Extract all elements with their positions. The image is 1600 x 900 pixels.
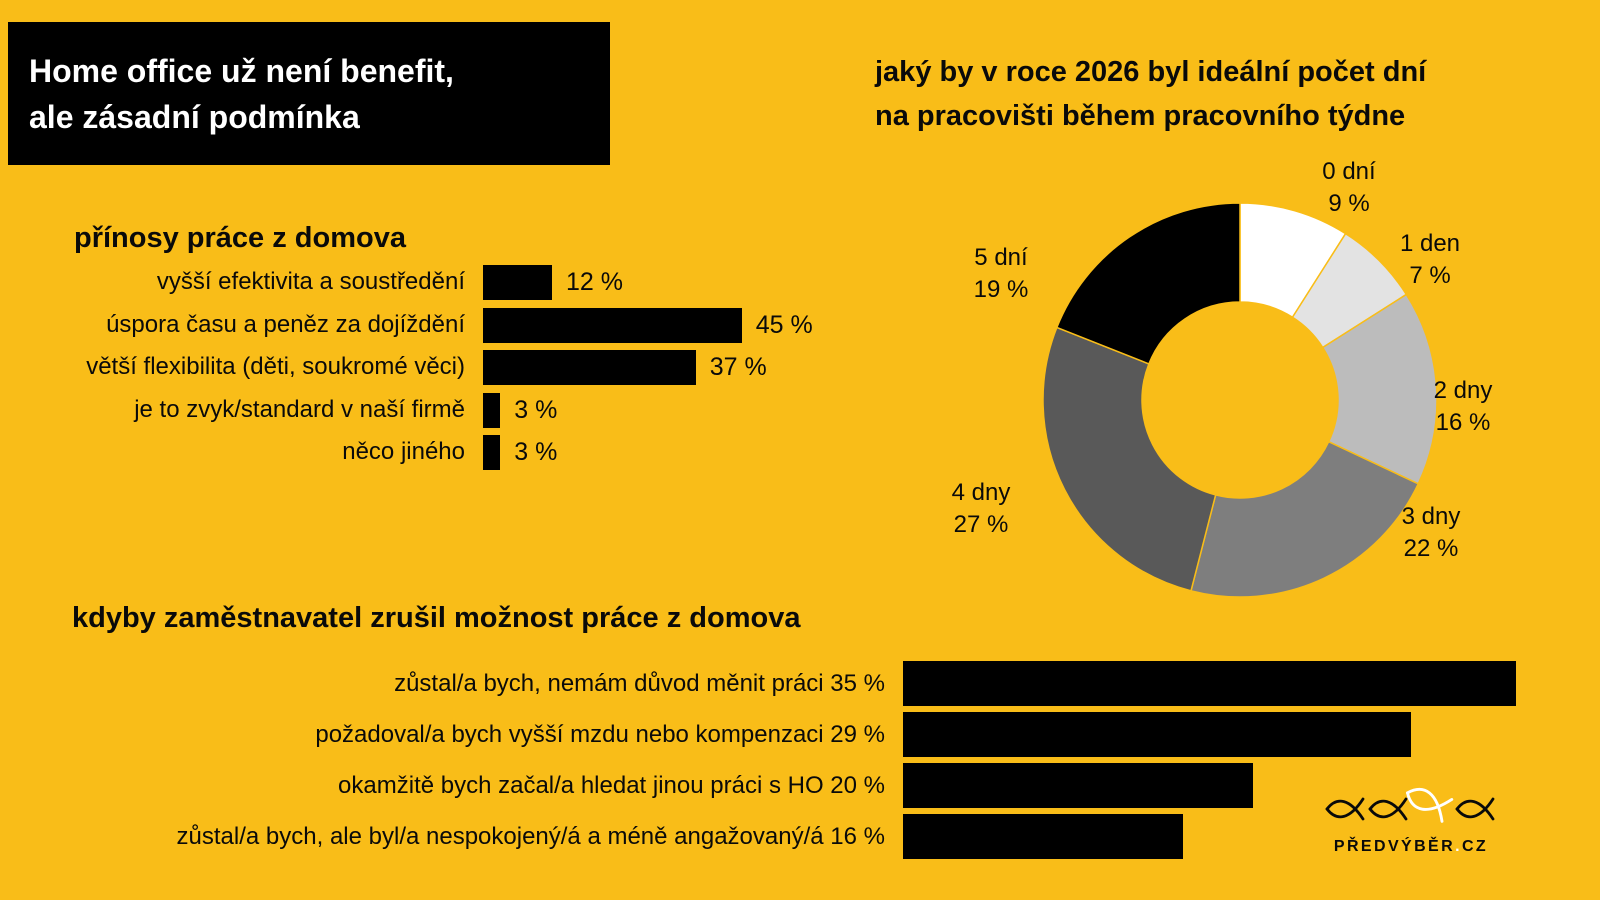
benefit-category-label: je to zvyk/standard v naší firmě bbox=[134, 395, 465, 423]
donut-label-text: 0 dní bbox=[1322, 158, 1376, 185]
benefit-row bbox=[60, 431, 920, 473]
donut-segment-label bbox=[931, 242, 1071, 306]
benefit-value-label: 45 % bbox=[755, 310, 813, 339]
donut-segment-label bbox=[911, 477, 1051, 541]
scenario-row bbox=[60, 709, 1550, 760]
benefit-row bbox=[60, 389, 920, 431]
main-title-line2: ale zásadní podmínka bbox=[29, 98, 360, 135]
scenario-category-label bbox=[0, 709, 885, 760]
donut-segment-label bbox=[1361, 501, 1501, 565]
benefit-value-label: 3 % bbox=[514, 395, 558, 424]
donut-chart bbox=[930, 150, 1550, 620]
donut-label-value: 19 % bbox=[973, 276, 1029, 303]
scenario-value-label: 20 % bbox=[830, 772, 885, 799]
benefit-bar bbox=[483, 308, 742, 343]
benefit-category-label: vyšší efektivita a soustředění bbox=[156, 268, 465, 295]
donut-label-text: 2 dny bbox=[1433, 377, 1493, 404]
benefit-bar bbox=[483, 393, 500, 428]
donut-title-line2: na pracovišti během pracovního týdne bbox=[875, 100, 1406, 132]
fish-icon bbox=[1457, 799, 1493, 819]
scenario-value-label: 29 % bbox=[830, 721, 885, 748]
donut-segment-label bbox=[1393, 375, 1533, 439]
benefit-value-label: 3 % bbox=[514, 438, 558, 466]
benefit-bar bbox=[483, 350, 696, 385]
scenario-chart-title: kdyby zaměstnavatel zrušil možnost práce z domova bbox=[72, 602, 801, 634]
donut-label-value: 22 % bbox=[1403, 535, 1459, 562]
donut-label-text: 5 dní bbox=[974, 244, 1028, 271]
scenario-bar bbox=[903, 661, 1516, 706]
brand-name-dot: . bbox=[1455, 838, 1462, 855]
scenario-category-label bbox=[0, 760, 885, 811]
benefit-bar bbox=[483, 265, 552, 300]
donut-chart-title bbox=[875, 50, 1426, 138]
benefits-chart-rows bbox=[60, 261, 920, 476]
donut-title-line1: jaký by v roce 2026 byl ideální počet dní bbox=[875, 56, 1427, 88]
benefit-bar bbox=[483, 435, 500, 470]
scenario-value-label: 35 % bbox=[830, 670, 885, 697]
donut-label-text: 1 den bbox=[1399, 230, 1461, 257]
donut-label-value: 9 % bbox=[1328, 190, 1370, 217]
scenario-category-text: požadoval/a bych vyšší mzdu nebo kompenzaci bbox=[315, 721, 824, 748]
scenario-category-label bbox=[0, 658, 885, 709]
brand-logo bbox=[1323, 786, 1499, 856]
fish-icon bbox=[1327, 799, 1363, 819]
main-title-line1: Home office už není benefit, bbox=[29, 52, 454, 89]
brand-name bbox=[1323, 838, 1499, 856]
donut-label-value: 16 % bbox=[1435, 409, 1491, 436]
scenario-bar bbox=[903, 763, 1253, 808]
scenario-bar bbox=[903, 814, 1183, 859]
benefits-chart-title: přínosy práce z domova bbox=[74, 222, 406, 254]
donut-segment-label bbox=[1360, 228, 1500, 292]
scenario-row bbox=[60, 658, 1550, 709]
brand-name-tld: CZ bbox=[1461, 838, 1489, 855]
main-title-box bbox=[8, 22, 610, 165]
scenario-value-label: 16 % bbox=[830, 823, 885, 850]
benefit-row bbox=[60, 304, 920, 346]
donut-label-value: 7 % bbox=[1409, 262, 1451, 289]
benefit-category-label: úspora času a peněz za dojíždění bbox=[106, 310, 465, 338]
scenario-category-text: okamžitě bych začal/a hledat jinou práci s HO bbox=[338, 772, 824, 799]
donut-segment-4-dny bbox=[1043, 327, 1216, 590]
fish-icon bbox=[1370, 799, 1406, 819]
donut-label-text: 3 dny bbox=[1401, 503, 1461, 530]
brand-name-main: PŘEDVÝBĚR bbox=[1333, 838, 1456, 855]
benefit-value-label: 37 % bbox=[709, 353, 767, 381]
benefit-row bbox=[60, 261, 920, 303]
scenario-bar bbox=[903, 712, 1411, 757]
scenario-category-text: zůstal/a bych, nemám důvod měnit práci bbox=[394, 670, 824, 697]
benefit-category-label: větší flexibilita (děti, soukromé věci) bbox=[86, 353, 465, 380]
fish-icons bbox=[1325, 786, 1497, 832]
donut-segment-label bbox=[1279, 156, 1419, 220]
donut-label-value: 27 % bbox=[953, 511, 1009, 538]
donut-label-text: 4 dny bbox=[951, 479, 1011, 506]
scenario-category-text: zůstal/a bych, ale byl/a nespokojený/á a méně angažovaný/á bbox=[176, 823, 824, 850]
benefit-value-label: 12 % bbox=[566, 268, 623, 296]
benefit-row bbox=[60, 346, 920, 388]
fish-icon-highlight bbox=[1403, 786, 1452, 821]
benefit-category-label: něco jiného bbox=[342, 438, 465, 465]
scenario-category-label bbox=[0, 811, 885, 862]
